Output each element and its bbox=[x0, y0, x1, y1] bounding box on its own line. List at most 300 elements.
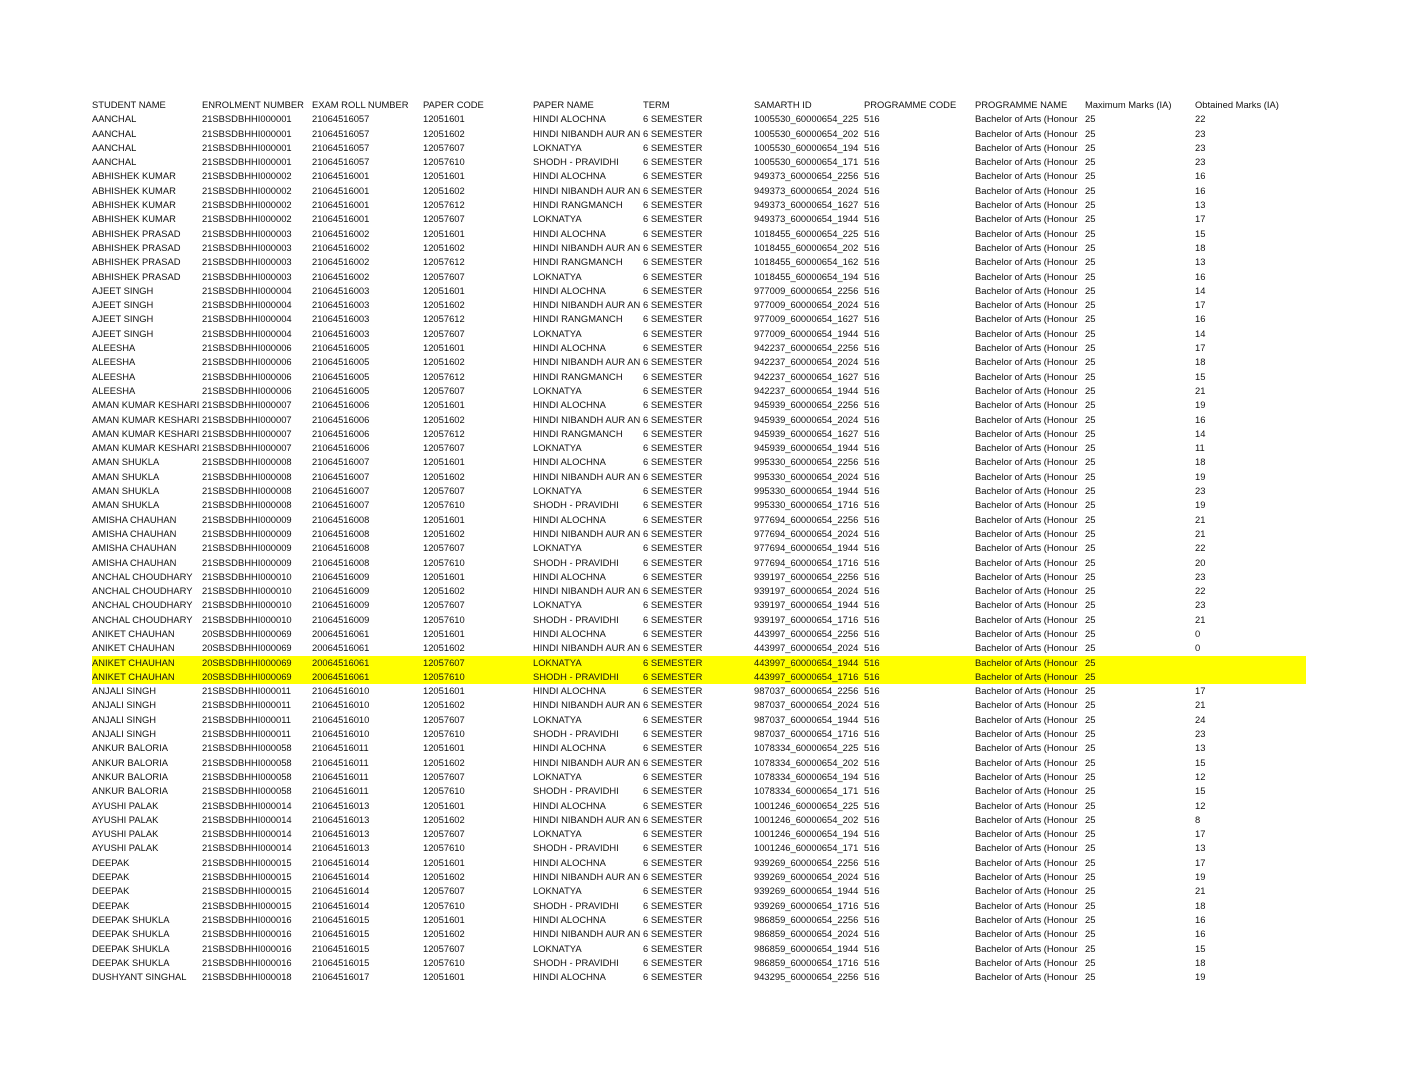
student-name-cell: DEEPAK SHUKLA bbox=[92, 928, 170, 940]
enrolment-number-cell: 21SBSDBHHI000003 bbox=[202, 270, 292, 282]
obtained-marks-cell: 14 bbox=[1195, 284, 1206, 296]
paper-code-cell: 12057607 bbox=[423, 542, 465, 554]
programme-code-cell: 516 bbox=[864, 156, 880, 168]
obtained-marks-cell: 21 bbox=[1195, 613, 1206, 625]
term-cell: 6 SEMESTER bbox=[643, 170, 703, 182]
paper-name-cell: SHODH - PRAVIDHI bbox=[533, 499, 619, 511]
samarth-id-cell: 939269_60000654_2024 bbox=[754, 871, 859, 883]
enrolment-number-cell: 21SBSDBHHI000010 bbox=[202, 613, 292, 625]
programme-code-cell: 516 bbox=[864, 670, 880, 682]
maximum-marks-cell: 25 bbox=[1085, 170, 1096, 182]
obtained-marks-cell: 23 bbox=[1195, 127, 1206, 139]
exam-roll-number-cell: 21064516003 bbox=[312, 299, 370, 311]
term-cell: 6 SEMESTER bbox=[643, 542, 703, 554]
obtained-marks-cell: 18 bbox=[1195, 956, 1206, 968]
exam-roll-number-cell: 21064516007 bbox=[312, 456, 370, 468]
enrolment-number-cell: 21SBSDBHHI000014 bbox=[202, 842, 292, 854]
obtained-marks-cell: 17 bbox=[1195, 299, 1206, 311]
programme-name-cell: Bachelor of Arts (Honour bbox=[975, 442, 1078, 454]
obtained-marks-cell: 15 bbox=[1195, 227, 1206, 239]
programme-name-cell: Bachelor of Arts (Honour bbox=[975, 156, 1078, 168]
obtained-marks-cell: 24 bbox=[1195, 713, 1206, 725]
paper-name-cell: HINDI ALOCHNA bbox=[533, 113, 606, 125]
paper-name-cell: LOKNATYA bbox=[533, 942, 582, 954]
exam-roll-number-cell: 21064516013 bbox=[312, 813, 370, 825]
student-name-cell: AMAN SHUKLA bbox=[92, 456, 160, 468]
student-name-cell: ABHISHEK PRASAD bbox=[92, 227, 181, 239]
table-row bbox=[92, 427, 1306, 441]
obtained-marks-cell: 15 bbox=[1195, 370, 1206, 382]
paper-code-cell: 12051601 bbox=[423, 685, 465, 697]
exam-roll-number-cell: 21064516002 bbox=[312, 256, 370, 268]
maximum-marks-cell: 25 bbox=[1085, 284, 1096, 296]
programme-name-cell: Bachelor of Arts (Honour bbox=[975, 313, 1078, 325]
programme-code-cell: 516 bbox=[864, 928, 880, 940]
maximum-marks-cell: 25 bbox=[1085, 213, 1096, 225]
header-term: TERM bbox=[643, 99, 670, 110]
term-cell: 6 SEMESTER bbox=[643, 184, 703, 196]
paper-name-cell: HINDI RANGMANCH bbox=[533, 427, 623, 439]
exam-roll-number-cell: 21064516003 bbox=[312, 284, 370, 296]
obtained-marks-cell: 11 bbox=[1195, 442, 1205, 454]
exam-roll-number-cell: 21064516007 bbox=[312, 485, 370, 497]
samarth-id-cell: 977694_60000654_1944 bbox=[754, 542, 859, 554]
paper-name-cell: SHODH - PRAVIDHI bbox=[533, 785, 619, 797]
paper-name-cell: SHODH - PRAVIDHI bbox=[533, 670, 619, 682]
table-row bbox=[92, 899, 1306, 913]
paper-code-cell: 12057610 bbox=[423, 842, 465, 854]
obtained-marks-cell: 17 bbox=[1195, 828, 1206, 840]
paper-name-cell: HINDI ALOCHNA bbox=[533, 971, 606, 983]
student-name-cell: AJEET SINGH bbox=[92, 299, 154, 311]
samarth-id-cell: 1018455_60000654_225 bbox=[754, 227, 859, 239]
paper-name-cell: HINDI ALOCHNA bbox=[533, 513, 606, 525]
table-row bbox=[92, 355, 1306, 369]
programme-name-cell: Bachelor of Arts (Honour bbox=[975, 527, 1078, 539]
term-cell: 6 SEMESTER bbox=[643, 370, 703, 382]
samarth-id-cell: 977694_60000654_2024 bbox=[754, 527, 859, 539]
enrolment-number-cell: 21SBSDBHHI000016 bbox=[202, 928, 292, 940]
term-cell: 6 SEMESTER bbox=[643, 813, 703, 825]
paper-code-cell: 12057607 bbox=[423, 656, 465, 668]
programme-name-cell: Bachelor of Arts (Honour bbox=[975, 685, 1078, 697]
maximum-marks-cell: 25 bbox=[1085, 427, 1096, 439]
maximum-marks-cell: 25 bbox=[1085, 470, 1096, 482]
samarth-id-cell: 995330_60000654_1944 bbox=[754, 485, 859, 497]
student-name-cell: ANKUR BALORIA bbox=[92, 785, 169, 797]
term-cell: 6 SEMESTER bbox=[643, 842, 703, 854]
maximum-marks-cell: 25 bbox=[1085, 570, 1096, 582]
exam-roll-number-cell: 21064516013 bbox=[312, 799, 370, 811]
exam-roll-number-cell: 21064516008 bbox=[312, 513, 370, 525]
samarth-id-cell: 1001246_60000654_225 bbox=[754, 799, 859, 811]
programme-name-cell: Bachelor of Arts (Honour bbox=[975, 971, 1078, 983]
obtained-marks-cell: 16 bbox=[1195, 170, 1206, 182]
term-cell: 6 SEMESTER bbox=[643, 871, 703, 883]
term-cell: 6 SEMESTER bbox=[643, 699, 703, 711]
table-row bbox=[92, 255, 1306, 269]
table-row-highlighted bbox=[92, 656, 1306, 670]
samarth-id-cell: 986859_60000654_2024 bbox=[754, 928, 859, 940]
programme-name-cell: Bachelor of Arts (Honour bbox=[975, 213, 1078, 225]
exam-roll-number-cell: 21064516009 bbox=[312, 599, 370, 611]
obtained-marks-cell: 23 bbox=[1195, 141, 1206, 153]
paper-code-cell: 12051601 bbox=[423, 913, 465, 925]
programme-name-cell: Bachelor of Arts (Honour bbox=[975, 699, 1078, 711]
programme-code-cell: 516 bbox=[864, 742, 880, 754]
student-name-cell: ABHISHEK KUMAR bbox=[92, 199, 176, 211]
programme-name-cell: Bachelor of Arts (Honour bbox=[975, 599, 1078, 611]
exam-roll-number-cell: 21064516013 bbox=[312, 828, 370, 840]
term-cell: 6 SEMESTER bbox=[643, 327, 703, 339]
enrolment-number-cell: 21SBSDBHHI000001 bbox=[202, 127, 292, 139]
maximum-marks-cell: 25 bbox=[1085, 627, 1096, 639]
paper-name-cell: SHODH - PRAVIDHI bbox=[533, 613, 619, 625]
exam-roll-number-cell: 21064516002 bbox=[312, 227, 370, 239]
table-row bbox=[92, 541, 1306, 555]
obtained-marks-cell: 19 bbox=[1195, 470, 1206, 482]
maximum-marks-cell: 25 bbox=[1085, 442, 1096, 454]
table-row bbox=[92, 927, 1306, 941]
samarth-id-cell: 949373_60000654_1944 bbox=[754, 213, 859, 225]
maximum-marks-cell: 25 bbox=[1085, 642, 1096, 654]
enrolment-number-cell: 21SBSDBHHI000007 bbox=[202, 427, 292, 439]
paper-code-cell: 12051602 bbox=[423, 299, 465, 311]
table-row bbox=[92, 127, 1306, 141]
enrolment-number-cell: 20SBSDBHHI000069 bbox=[202, 642, 292, 654]
programme-code-cell: 516 bbox=[864, 227, 880, 239]
enrolment-number-cell: 21SBSDBHHI000002 bbox=[202, 170, 292, 182]
student-name-cell: DEEPAK bbox=[92, 899, 130, 911]
maximum-marks-cell: 25 bbox=[1085, 356, 1096, 368]
programme-code-cell: 516 bbox=[864, 813, 880, 825]
paper-name-cell: HINDI ALOCHNA bbox=[533, 456, 606, 468]
obtained-marks-cell: 21 bbox=[1195, 513, 1206, 525]
programme-code-cell: 516 bbox=[864, 542, 880, 554]
table-row bbox=[92, 470, 1306, 484]
programme-code-cell: 516 bbox=[864, 342, 880, 354]
term-cell: 6 SEMESTER bbox=[643, 627, 703, 639]
programme-code-cell: 516 bbox=[864, 327, 880, 339]
samarth-id-cell: 443997_60000654_1944 bbox=[754, 656, 859, 668]
table-row bbox=[92, 112, 1306, 126]
enrolment-number-cell: 21SBSDBHHI000002 bbox=[202, 199, 292, 211]
programme-code-cell: 516 bbox=[864, 442, 880, 454]
enrolment-number-cell: 21SBSDBHHI000014 bbox=[202, 799, 292, 811]
maximum-marks-cell: 25 bbox=[1085, 413, 1096, 425]
samarth-id-cell: 1018455_60000654_202 bbox=[754, 241, 859, 253]
maximum-marks-cell: 25 bbox=[1085, 127, 1096, 139]
obtained-marks-cell: 23 bbox=[1195, 156, 1206, 168]
samarth-id-cell: 977009_60000654_1944 bbox=[754, 327, 859, 339]
paper-name-cell: LOKNATYA bbox=[533, 713, 582, 725]
table-row bbox=[92, 956, 1306, 970]
exam-roll-number-cell: 21064516001 bbox=[312, 170, 370, 182]
exam-roll-number-cell: 21064516006 bbox=[312, 442, 370, 454]
header-student-name: STUDENT NAME bbox=[92, 99, 166, 110]
samarth-id-cell: 949373_60000654_2024 bbox=[754, 184, 859, 196]
enrolment-number-cell: 21SBSDBHHI000001 bbox=[202, 141, 292, 153]
programme-code-cell: 516 bbox=[864, 513, 880, 525]
exam-roll-number-cell: 21064516014 bbox=[312, 871, 370, 883]
maximum-marks-cell: 25 bbox=[1085, 899, 1096, 911]
term-cell: 6 SEMESTER bbox=[643, 442, 703, 454]
term-cell: 6 SEMESTER bbox=[643, 199, 703, 211]
enrolment-number-cell: 21SBSDBHHI000058 bbox=[202, 770, 292, 782]
paper-name-cell: HINDI NIBANDH AUR AN bbox=[533, 928, 641, 940]
programme-name-cell: Bachelor of Arts (Honour bbox=[975, 670, 1078, 682]
paper-name-cell: LOKNATYA bbox=[533, 485, 582, 497]
table-row bbox=[92, 856, 1306, 870]
term-cell: 6 SEMESTER bbox=[643, 384, 703, 396]
programme-name-cell: Bachelor of Arts (Honour bbox=[975, 627, 1078, 639]
table-row bbox=[92, 841, 1306, 855]
programme-name-cell: Bachelor of Arts (Honour bbox=[975, 899, 1078, 911]
maximum-marks-cell: 25 bbox=[1085, 656, 1096, 668]
samarth-id-cell: 987037_60000654_2024 bbox=[754, 699, 859, 711]
paper-code-cell: 12057610 bbox=[423, 899, 465, 911]
paper-name-cell: HINDI NIBANDH AUR AN bbox=[533, 813, 641, 825]
programme-name-cell: Bachelor of Arts (Honour bbox=[975, 542, 1078, 554]
student-name-cell: ABHISHEK KUMAR bbox=[92, 213, 176, 225]
paper-name-cell: HINDI ALOCHNA bbox=[533, 399, 606, 411]
paper-code-cell: 12051601 bbox=[423, 971, 465, 983]
exam-roll-number-cell: 21064516011 bbox=[312, 742, 369, 754]
paper-code-cell: 12057607 bbox=[423, 599, 465, 611]
paper-name-cell: LOKNATYA bbox=[533, 442, 582, 454]
samarth-id-cell: 977009_60000654_2256 bbox=[754, 284, 859, 296]
term-cell: 6 SEMESTER bbox=[643, 885, 703, 897]
exam-roll-number-cell: 21064516014 bbox=[312, 899, 370, 911]
exam-roll-number-cell: 21064516015 bbox=[312, 928, 370, 940]
table-row bbox=[92, 212, 1306, 226]
maximum-marks-cell: 25 bbox=[1085, 141, 1096, 153]
paper-name-cell: SHODH - PRAVIDHI bbox=[533, 899, 619, 911]
exam-roll-number-cell: 21064516002 bbox=[312, 241, 370, 253]
enrolment-number-cell: 21SBSDBHHI000058 bbox=[202, 756, 292, 768]
enrolment-number-cell: 21SBSDBHHI000003 bbox=[202, 241, 292, 253]
maximum-marks-cell: 25 bbox=[1085, 313, 1096, 325]
enrolment-number-cell: 21SBSDBHHI000016 bbox=[202, 956, 292, 968]
table-row bbox=[92, 398, 1306, 412]
samarth-id-cell: 977009_60000654_2024 bbox=[754, 299, 859, 311]
enrolment-number-cell: 21SBSDBHHI000010 bbox=[202, 585, 292, 597]
exam-roll-number-cell: 21064516015 bbox=[312, 956, 370, 968]
enrolment-number-cell: 21SBSDBHHI000009 bbox=[202, 513, 292, 525]
paper-name-cell: HINDI NIBANDH AUR AN bbox=[533, 299, 641, 311]
exam-roll-number-cell: 21064516017 bbox=[312, 971, 370, 983]
paper-code-cell: 12057607 bbox=[423, 770, 465, 782]
paper-code-cell: 12057607 bbox=[423, 713, 465, 725]
programme-code-cell: 516 bbox=[864, 127, 880, 139]
samarth-id-cell: 1005530_60000654_171 bbox=[754, 156, 859, 168]
obtained-marks-cell: 16 bbox=[1195, 913, 1206, 925]
exam-roll-number-cell: 21064516009 bbox=[312, 585, 370, 597]
enrolment-number-cell: 21SBSDBHHI000003 bbox=[202, 256, 292, 268]
header-paper-code: PAPER CODE bbox=[423, 99, 484, 110]
programme-name-cell: Bachelor of Arts (Honour bbox=[975, 642, 1078, 654]
exam-roll-number-cell: 20064516061 bbox=[312, 627, 370, 639]
obtained-marks-cell: 16 bbox=[1195, 413, 1206, 425]
obtained-marks-cell: 14 bbox=[1195, 327, 1206, 339]
term-cell: 6 SEMESTER bbox=[643, 127, 703, 139]
paper-code-cell: 12051602 bbox=[423, 699, 465, 711]
enrolment-number-cell: 21SBSDBHHI000058 bbox=[202, 742, 292, 754]
obtained-marks-cell: 15 bbox=[1195, 785, 1206, 797]
enrolment-number-cell: 21SBSDBHHI000004 bbox=[202, 299, 292, 311]
student-name-cell: DEEPAK bbox=[92, 856, 130, 868]
exam-roll-number-cell: 21064516057 bbox=[312, 113, 370, 125]
programme-name-cell: Bachelor of Arts (Honour bbox=[975, 384, 1078, 396]
student-name-cell: DEEPAK bbox=[92, 885, 130, 897]
exam-roll-number-cell: 21064516011 bbox=[312, 756, 369, 768]
samarth-id-cell: 945939_60000654_2024 bbox=[754, 413, 859, 425]
enrolment-number-cell: 21SBSDBHHI000008 bbox=[202, 456, 292, 468]
paper-code-cell: 12057607 bbox=[423, 327, 465, 339]
enrolment-number-cell: 21SBSDBHHI000011 bbox=[202, 685, 291, 697]
student-name-cell: ANJALI SINGH bbox=[92, 728, 157, 740]
exam-roll-number-cell: 20064516061 bbox=[312, 656, 370, 668]
paper-code-cell: 12051601 bbox=[423, 399, 465, 411]
programme-name-cell: Bachelor of Arts (Honour bbox=[975, 728, 1078, 740]
exam-roll-number-cell: 21064516006 bbox=[312, 413, 370, 425]
enrolment-number-cell: 21SBSDBHHI000007 bbox=[202, 399, 292, 411]
maximum-marks-cell: 25 bbox=[1085, 756, 1096, 768]
student-name-cell: AMAN KUMAR KESHARI bbox=[92, 413, 200, 425]
student-name-cell: AMAN SHUKLA bbox=[92, 499, 160, 511]
student-name-cell: ANJALI SINGH bbox=[92, 685, 157, 697]
maximum-marks-cell: 25 bbox=[1085, 513, 1096, 525]
programme-name-cell: Bachelor of Arts (Honour bbox=[975, 871, 1078, 883]
student-name-cell: DEEPAK bbox=[92, 871, 130, 883]
exam-roll-number-cell: 21064516010 bbox=[312, 713, 370, 725]
maximum-marks-cell: 25 bbox=[1085, 856, 1096, 868]
term-cell: 6 SEMESTER bbox=[643, 742, 703, 754]
term-cell: 6 SEMESTER bbox=[643, 399, 703, 411]
obtained-marks-cell: 23 bbox=[1195, 728, 1206, 740]
table-row bbox=[92, 884, 1306, 898]
paper-name-cell: LOKNATYA bbox=[533, 770, 582, 782]
student-name-cell: DEEPAK SHUKLA bbox=[92, 913, 170, 925]
paper-code-cell: 12057612 bbox=[423, 256, 465, 268]
samarth-id-cell: 995330_60000654_2256 bbox=[754, 456, 859, 468]
student-name-cell: DEEPAK SHUKLA bbox=[92, 942, 170, 954]
samarth-id-cell: 949373_60000654_2256 bbox=[754, 170, 859, 182]
paper-name-cell: LOKNATYA bbox=[533, 656, 582, 668]
paper-code-cell: 12057612 bbox=[423, 427, 465, 439]
obtained-marks-cell: 21 bbox=[1195, 384, 1206, 396]
term-cell: 6 SEMESTER bbox=[643, 299, 703, 311]
paper-name-cell: HINDI ALOCHNA bbox=[533, 570, 606, 582]
table-row bbox=[92, 270, 1306, 284]
student-name-cell: ANIKET CHAUHAN bbox=[92, 656, 175, 668]
header-exam-roll-number: EXAM ROLL NUMBER bbox=[312, 99, 409, 110]
programme-code-cell: 516 bbox=[864, 828, 880, 840]
programme-code-cell: 516 bbox=[864, 456, 880, 468]
programme-code-cell: 516 bbox=[864, 699, 880, 711]
programme-name-cell: Bachelor of Arts (Honour bbox=[975, 756, 1078, 768]
paper-code-cell: 12057607 bbox=[423, 485, 465, 497]
maximum-marks-cell: 25 bbox=[1085, 770, 1096, 782]
paper-code-cell: 12051602 bbox=[423, 928, 465, 940]
obtained-marks-cell: 23 bbox=[1195, 570, 1206, 582]
maximum-marks-cell: 25 bbox=[1085, 542, 1096, 554]
samarth-id-cell: 443997_60000654_1716 bbox=[754, 670, 859, 682]
enrolment-number-cell: 21SBSDBHHI000007 bbox=[202, 442, 292, 454]
programme-name-cell: Bachelor of Arts (Honour bbox=[975, 485, 1078, 497]
obtained-marks-cell: 19 bbox=[1195, 399, 1206, 411]
header-row bbox=[92, 98, 1306, 112]
table-row bbox=[92, 241, 1306, 255]
student-name-cell: AANCHAL bbox=[92, 156, 137, 168]
samarth-id-cell: 939197_60000654_2024 bbox=[754, 585, 859, 597]
term-cell: 6 SEMESTER bbox=[643, 556, 703, 568]
term-cell: 6 SEMESTER bbox=[643, 656, 703, 668]
term-cell: 6 SEMESTER bbox=[643, 456, 703, 468]
exam-roll-number-cell: 21064516014 bbox=[312, 856, 370, 868]
enrolment-number-cell: 21SBSDBHHI000014 bbox=[202, 813, 292, 825]
student-name-cell: DEEPAK SHUKLA bbox=[92, 956, 170, 968]
paper-name-cell: HINDI NIBANDH AUR AN bbox=[533, 413, 641, 425]
programme-name-cell: Bachelor of Arts (Honour bbox=[975, 713, 1078, 725]
paper-code-cell: 12057610 bbox=[423, 499, 465, 511]
maximum-marks-cell: 25 bbox=[1085, 928, 1096, 940]
student-name-cell: ANCHAL CHOUDHARY bbox=[92, 613, 193, 625]
term-cell: 6 SEMESTER bbox=[643, 928, 703, 940]
maximum-marks-cell: 25 bbox=[1085, 299, 1096, 311]
paper-code-cell: 12057607 bbox=[423, 270, 465, 282]
obtained-marks-cell: 17 bbox=[1195, 342, 1206, 354]
term-cell: 6 SEMESTER bbox=[643, 642, 703, 654]
table-row bbox=[92, 513, 1306, 527]
paper-name-cell: HINDI ALOCHNA bbox=[533, 742, 606, 754]
paper-name-cell: HINDI RANGMANCH bbox=[533, 370, 623, 382]
term-cell: 6 SEMESTER bbox=[643, 241, 703, 253]
programme-name-cell: Bachelor of Arts (Honour bbox=[975, 613, 1078, 625]
programme-name-cell: Bachelor of Arts (Honour bbox=[975, 199, 1078, 211]
exam-roll-number-cell: 21064516005 bbox=[312, 384, 370, 396]
paper-name-cell: HINDI NIBANDH AUR AN bbox=[533, 184, 641, 196]
student-name-cell: AJEET SINGH bbox=[92, 313, 154, 325]
paper-code-cell: 12057610 bbox=[423, 156, 465, 168]
table-row bbox=[92, 598, 1306, 612]
term-cell: 6 SEMESTER bbox=[643, 485, 703, 497]
paper-name-cell: HINDI RANGMANCH bbox=[533, 256, 623, 268]
maximum-marks-cell: 25 bbox=[1085, 842, 1096, 854]
obtained-marks-cell: 22 bbox=[1195, 585, 1206, 597]
term-cell: 6 SEMESTER bbox=[643, 342, 703, 354]
programme-name-cell: Bachelor of Arts (Honour bbox=[975, 842, 1078, 854]
programme-name-cell: Bachelor of Arts (Honour bbox=[975, 570, 1078, 582]
programme-code-cell: 516 bbox=[864, 556, 880, 568]
programme-name-cell: Bachelor of Arts (Honour bbox=[975, 141, 1078, 153]
student-name-cell: ANIKET CHAUHAN bbox=[92, 627, 175, 639]
paper-code-cell: 12051602 bbox=[423, 813, 465, 825]
paper-code-cell: 12051601 bbox=[423, 570, 465, 582]
samarth-id-cell: 1001246_60000654_171 bbox=[754, 842, 859, 854]
obtained-marks-cell: 19 bbox=[1195, 499, 1206, 511]
term-cell: 6 SEMESTER bbox=[643, 270, 703, 282]
paper-code-cell: 12057607 bbox=[423, 828, 465, 840]
maximum-marks-cell: 25 bbox=[1085, 728, 1096, 740]
exam-roll-number-cell: 21064516057 bbox=[312, 141, 370, 153]
obtained-marks-cell: 0 bbox=[1195, 627, 1201, 639]
paper-name-cell: SHODH - PRAVIDHI bbox=[533, 842, 619, 854]
enrolment-number-cell: 21SBSDBHHI000004 bbox=[202, 327, 292, 339]
student-name-cell: AMAN KUMAR KESHARI bbox=[92, 399, 200, 411]
paper-code-cell: 12057607 bbox=[423, 442, 465, 454]
student-name-cell: ANKUR BALORIA bbox=[92, 770, 169, 782]
